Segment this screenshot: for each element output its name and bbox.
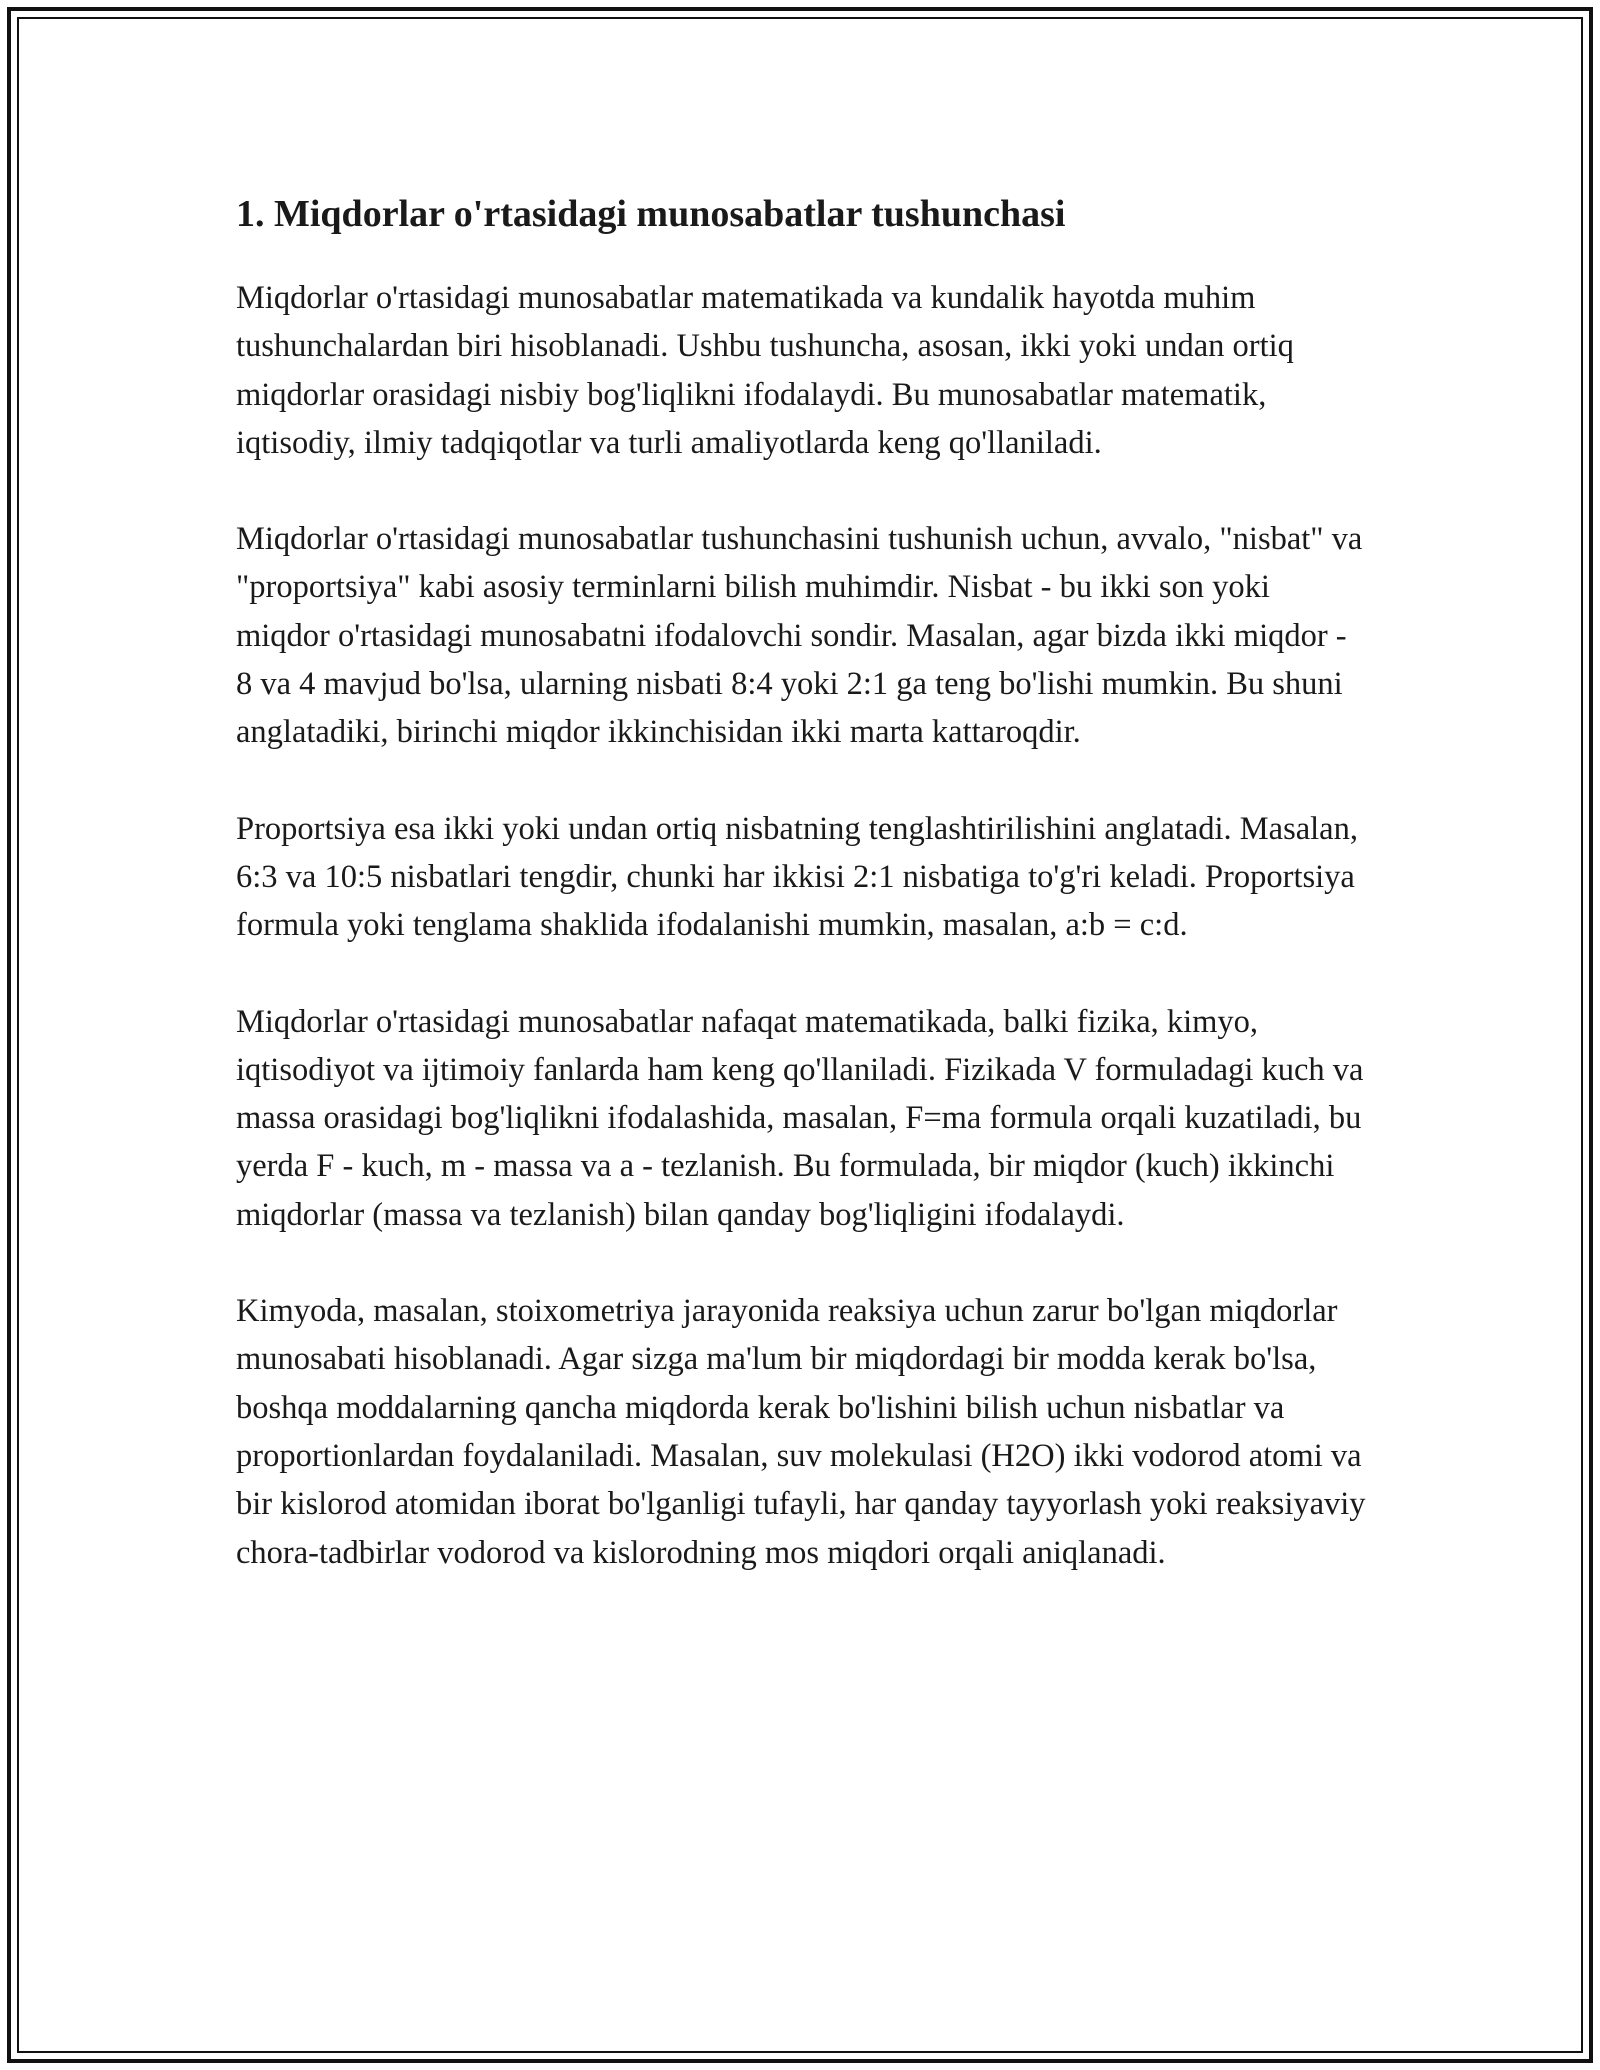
section-heading: 1. Miqdorlar o'rtasidagi munosabatlar tushunchasi [236, 193, 1066, 235]
document-body [236, 188, 1366, 1625]
paragraph-chemistry: Kimyoda, masalan, stoixometriya jarayonida reaksiya uchun zarur bo'lgan miqdorlar munosabati hisoblanadi. Agar sizga ma'lum bir miqdordagi bir modda kerak bo'lsa, boshqa moddalarning qancha miqdorda kerak bo'lishini bilish uchun nisbatlar va proportionlardan foydalaniladi. Masalan, suv molekulasi (H2O) ikki vodorod atomi va bir kislorod atomidan iborat bo'lganligi tufayli, har qanday tayyorlash yoki reaksiyaviy chora-tadbirlar vodorod va kislorodning mos miqdori orqali aniqlanadi. [236, 1293, 1366, 1571]
paragraph-ratio: Miqdorlar o'rtasidagi munosabatlar tushunchasini tushunish uchun, avvalo, "nisbat" va "proportsiya" kabi asosiy terminlarni bilish muhimdir. Nisbat - bu ikki son yoki miqdor o'rtasidagi munosabatni ifodalovchi sondir. Masalan, agar bizda ikki miqdor - 8 va 4 mavjud bo'lsa, ularning nisbati 8:4 yoki 2:1 ga teng bo'lishi mumkin. Bu shuni anglatadiki, birinchi miqdor ikkinchisidan ikki marta kattaroqdir. [236, 521, 1363, 751]
paragraph-proportion: Proportsiya esa ikki yoki undan ortiq nisbatning tenglashtirilishini anglatadi. Masalan, 6:3 va 10:5 nisbatlari tengdir, chunki har ikkisi 2:1 nisbatiga to'g'ri keladi. Proportsiya formula yoki tenglama shaklida ifodalanishi mumkin, masalan, a:b = c:d. [236, 810, 1358, 944]
paragraph-intro: Miqdorlar o'rtasidagi munosabatlar matematikada va kundalik hayotda muhim tushunchalardan biri hisoblanadi. Ushbu tushuncha, asosan, ikki yoki undan ortiq miqdorlar orasidagi nisbiy bog'liqlikni ifodalaydi. Bu munosabatlar matematik, iqtisodiy, ilmiy tadqiqotlar va turli amaliyotlarda keng qo'llaniladi. [236, 280, 1294, 461]
paragraph-physics: Miqdorlar o'rtasidagi munosabatlar nafaqat matematikada, balki fizika, kimyo, iqtisodiyot va ijtimoiy fanlarda ham keng qo'llaniladi. Fizikada V formuladagi kuch va massa orasidagi bog'liqlikni ifodalashida, masalan, F=ma formula orqali kuzatiladi, bu yerda F - kuch, m - massa va a - tezlanish. Bu formulada, bir miqdor (kuch) ikkinchi miqdorlar (massa va tezlanish) bilan qanday bog'liqligini ifodalaydi. [236, 1003, 1364, 1233]
